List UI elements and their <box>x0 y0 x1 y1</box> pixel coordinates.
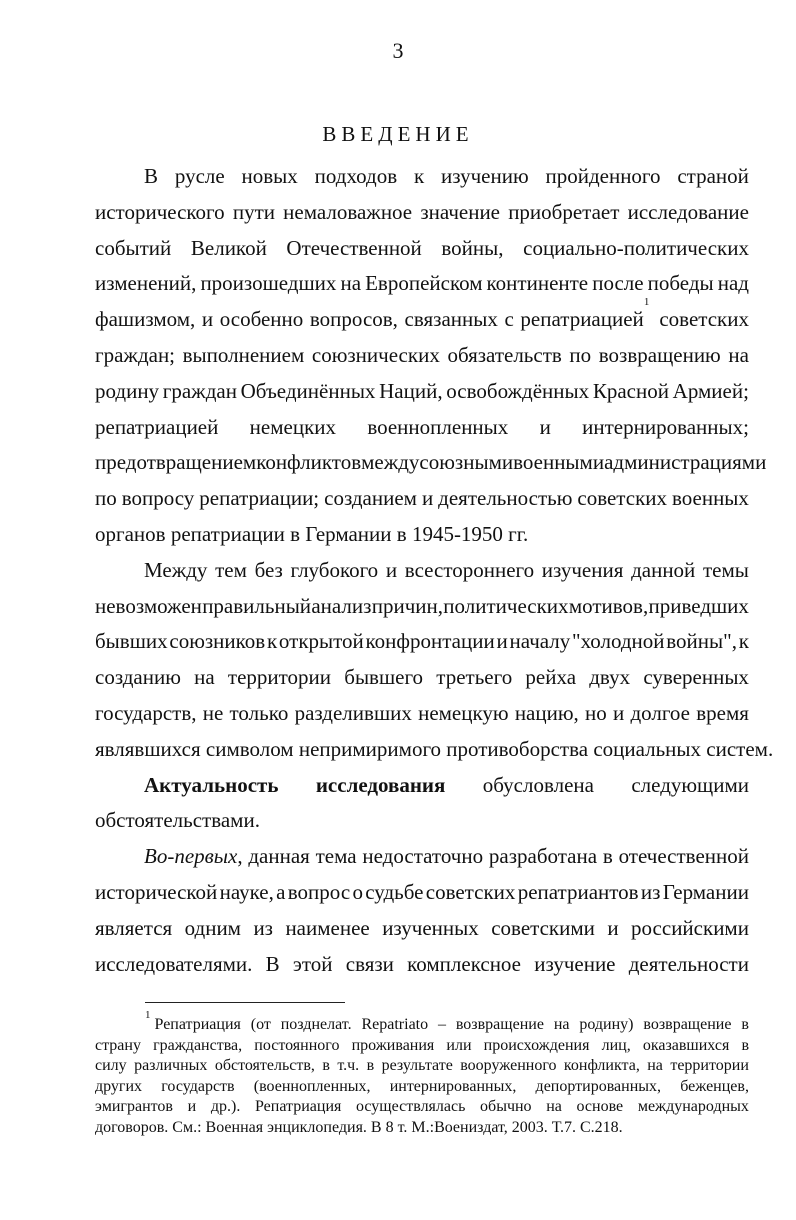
text-word: с <box>504 307 514 332</box>
text-word: изучению <box>441 164 529 188</box>
footnote-number: 1 <box>145 1009 151 1021</box>
text-word: изученных <box>382 915 479 940</box>
text-word: проживания <box>351 1036 435 1054</box>
text-word: к <box>738 629 749 654</box>
text-word: на <box>340 271 362 296</box>
footnote <box>95 1009 749 1138</box>
text-word: немаловажное <box>283 199 413 224</box>
text-word: возвращению <box>598 342 721 367</box>
text-word: др.). <box>210 1098 241 1115</box>
text-word: позднелат. <box>280 1016 352 1033</box>
footnote-line <box>95 1077 749 1098</box>
text-word: но <box>585 700 607 725</box>
text-word: лиц, <box>601 1036 631 1054</box>
body-text <box>95 159 774 982</box>
text-word: из <box>253 915 273 940</box>
text-word: репатриацией <box>520 307 644 332</box>
text-segment: , данная тема недостаточно разработана в отечественной <box>237 844 749 869</box>
text-word: мотивов, <box>568 593 649 618</box>
text-word: репатриации; <box>199 486 320 511</box>
text-word: а <box>276 879 286 904</box>
text-line <box>95 231 749 267</box>
text-line <box>95 589 749 625</box>
text-word: обусловлена <box>482 772 594 797</box>
text-word: без <box>254 557 283 582</box>
text-word: союзными <box>419 450 514 475</box>
text-word: подходов <box>314 164 398 188</box>
text-word: созданию <box>95 665 181 690</box>
text-word: на <box>546 1098 562 1115</box>
text-word: международных <box>637 1098 749 1115</box>
text-word: репатриацией <box>95 414 219 439</box>
text-word: Наций, <box>379 378 443 403</box>
text-word: приобретает <box>508 199 620 224</box>
text-word: глубокого <box>290 557 379 582</box>
text-line <box>95 553 749 589</box>
text-word: созданием <box>324 486 417 511</box>
text-word: время <box>696 700 749 725</box>
bold-term: Актуальность <box>144 772 279 797</box>
footnote-line <box>95 1097 749 1118</box>
text-word: возвращение <box>455 1016 544 1033</box>
text-line <box>95 374 749 410</box>
text-word: граждан; <box>95 342 176 367</box>
text-word: государств, <box>95 700 197 725</box>
text-word: Армией; <box>672 378 749 403</box>
footnote-divider <box>145 1002 345 1003</box>
text-word: пройденного <box>545 164 661 188</box>
text-word: союзнических <box>311 342 440 367</box>
text-line <box>95 660 749 696</box>
footnote-line <box>95 1056 749 1077</box>
text-word: выполнением <box>182 342 305 367</box>
text-word: эмигрантов <box>95 1098 173 1115</box>
text-word: по <box>95 486 117 511</box>
text-word: новых <box>241 164 298 188</box>
text-word: в <box>322 1057 330 1074</box>
text-word: на <box>647 1057 663 1074</box>
text-word: наименее <box>285 915 370 940</box>
text-word: деятельности <box>628 951 749 976</box>
text-word: конфронтации <box>365 629 495 654</box>
text-word: и <box>496 629 508 654</box>
text-word: над <box>717 271 749 296</box>
text-line: являвшихся символом непримиримого противоборства социальных систем. <box>95 736 774 761</box>
text-word: анализ <box>311 593 372 618</box>
text-word: этой <box>292 951 333 976</box>
text-word: следующими <box>631 772 749 797</box>
text-word: из <box>640 879 661 904</box>
text-word: пути <box>232 199 275 224</box>
text-word: освобождённых <box>446 378 590 403</box>
text-word: победы <box>647 271 714 296</box>
text-word: Репатриация <box>254 1098 342 1115</box>
text-word: между <box>361 450 420 475</box>
text-word: в <box>366 1057 375 1074</box>
italic-term: Во-первых <box>144 844 238 869</box>
text-line <box>95 768 749 804</box>
text-word: Европейском <box>365 271 483 296</box>
text-word: военных <box>671 486 749 511</box>
text-word: интернированных; <box>582 414 749 439</box>
text-word: советских <box>577 486 668 511</box>
text-word: других <box>95 1077 143 1095</box>
text-segment: советских <box>659 307 749 332</box>
text-word: открытой <box>278 629 364 654</box>
text-word: судьбе <box>365 879 424 904</box>
text-word: третьего <box>436 665 513 690</box>
text-word: российскими <box>631 915 749 940</box>
text-word: двух <box>589 665 631 690</box>
text-word: войны, <box>441 235 504 260</box>
text-word: депортированных, <box>535 1077 662 1095</box>
text-word: исторического <box>95 199 225 224</box>
text-line: обстоятельствами. <box>95 808 260 833</box>
text-word: союзников <box>169 629 266 654</box>
text-word: страной <box>677 164 749 188</box>
text-word: одним <box>184 915 241 940</box>
text-word: конфликта, <box>563 1057 640 1074</box>
text-word: бывшего <box>344 665 424 690</box>
text-word: на <box>553 1016 570 1033</box>
text-word: в <box>741 1036 749 1054</box>
text-word: фашизмом, <box>95 307 196 332</box>
text-word: родину) <box>579 1016 634 1033</box>
text-word: связи <box>345 951 394 976</box>
footnote-reference[interactable]: 1 <box>643 296 650 309</box>
text-word: В <box>144 164 159 188</box>
text-word: войны", <box>666 629 737 654</box>
text-line: органов репатриации в Германии в 1945-1950 гг. <box>95 521 529 546</box>
text-word: комплексное <box>407 951 522 976</box>
text-word: осуществлялась <box>356 1098 466 1115</box>
text-word: Repatriato <box>361 1016 429 1033</box>
text-word: гражданства, <box>153 1036 243 1054</box>
text-word: о <box>352 879 363 904</box>
text-word: нацию, <box>514 700 579 725</box>
text-word: репатриантов <box>517 879 639 904</box>
text-line <box>95 839 749 875</box>
text-word: Объединённых <box>240 378 376 403</box>
footnote-line <box>95 1009 749 1036</box>
text-word: администрациями <box>604 450 767 475</box>
text-word: разделивших <box>294 700 412 725</box>
text-word: и <box>385 557 398 582</box>
text-line <box>95 624 749 660</box>
text-word: правильный <box>202 593 312 618</box>
text-word: немецких <box>249 414 337 439</box>
text-word: изменений, <box>95 271 197 296</box>
text-segment <box>95 302 644 338</box>
text-word: на <box>194 665 215 690</box>
text-word: и <box>612 700 625 725</box>
text-word: происхождения <box>483 1036 590 1054</box>
text-word: различных <box>134 1057 208 1074</box>
text-line <box>95 195 749 231</box>
page-number: 3 <box>392 38 404 63</box>
text-word: возвращение <box>643 1016 732 1033</box>
text-word: (от <box>250 1016 271 1033</box>
text-word: началу <box>509 629 571 654</box>
text-word: невозможен <box>95 593 202 618</box>
footnote-line: договоров. См.: Военная энциклопедия. В 8 т. М.:Воениздат, 2003. Т.7. С.218. <box>95 1118 623 1136</box>
text-word: темы <box>702 557 749 582</box>
text-word: не <box>202 700 224 725</box>
text-line <box>95 159 749 195</box>
text-word: особенно <box>219 307 304 332</box>
text-word: является <box>95 915 173 940</box>
text-word: связанных <box>404 307 498 332</box>
bold-term: исследования <box>315 772 446 797</box>
text-line <box>95 338 749 374</box>
text-line <box>95 875 749 911</box>
text-word: в <box>741 1016 749 1033</box>
text-word: всестороннего <box>404 557 535 582</box>
text-word: исторической <box>95 879 218 904</box>
text-word: страну <box>95 1036 141 1054</box>
text-word: произошедших <box>200 271 337 296</box>
text-word: Отечественной <box>286 235 422 260</box>
text-word: политических <box>443 593 569 618</box>
text-word: немецкую <box>418 700 509 725</box>
text-word: и <box>539 414 551 439</box>
text-word: государств <box>161 1077 235 1095</box>
text-line <box>95 911 749 947</box>
section-heading: ВВЕДЕНИЕ <box>322 122 474 146</box>
text-word: русле <box>174 164 225 188</box>
text-word: (военнопленных, <box>253 1077 371 1095</box>
text-word: Красной <box>592 378 669 403</box>
text-word: "холодной <box>572 629 665 654</box>
text-word: основе <box>576 1098 624 1115</box>
text-word: обычно <box>480 1098 532 1115</box>
text-word: вопросов, <box>309 307 398 332</box>
text-word: родину <box>95 378 160 403</box>
text-word: интернированных, <box>389 1077 517 1095</box>
text-word: беженцев, <box>680 1077 749 1095</box>
text-word: деятельностью <box>438 486 573 511</box>
text-word: обстоятельств, <box>214 1057 315 1074</box>
text-word: конфликтов <box>256 450 362 475</box>
text-word: военными <box>513 450 605 475</box>
text-word: вооруженного <box>460 1057 557 1074</box>
text-word: на <box>728 342 749 367</box>
text-word: территории <box>227 665 332 690</box>
text-word: военнопленных <box>367 414 509 439</box>
text-word: исследование <box>627 199 749 224</box>
text-word: Великой <box>190 235 267 260</box>
text-word: к <box>266 629 278 654</box>
text-line <box>95 445 767 481</box>
text-line <box>95 296 749 338</box>
text-word: Германии <box>662 879 749 904</box>
text-word: причин, <box>371 593 443 618</box>
text-word: значение <box>420 199 501 224</box>
text-word: и <box>201 307 214 332</box>
text-word: после <box>592 271 644 296</box>
text-word: суверенных <box>643 665 749 690</box>
text-word: изучение <box>534 951 616 976</box>
text-word: и <box>187 1098 197 1115</box>
text-word: или <box>446 1036 472 1054</box>
text-word: обязательств <box>447 342 562 367</box>
text-word: предотвращением <box>95 450 257 475</box>
text-word: граждан <box>162 378 237 403</box>
text-word: тем <box>215 557 247 582</box>
text-word: результате <box>381 1057 453 1074</box>
text-word: Репатриация <box>154 1016 241 1033</box>
text-word: по <box>569 342 592 367</box>
text-word: событий <box>95 235 172 260</box>
text-word: силу <box>95 1057 127 1074</box>
text-word: территории <box>670 1057 749 1074</box>
text-word: к <box>413 164 425 188</box>
text-word: рейха <box>525 665 577 690</box>
text-word: – <box>437 1016 446 1033</box>
text-line <box>95 481 749 517</box>
text-word: долгое <box>630 700 691 725</box>
text-word: социально-политических <box>523 235 749 260</box>
text-word: бывших <box>95 629 168 654</box>
text-word: т.ч. <box>337 1057 360 1074</box>
text-word: изучения <box>541 557 624 582</box>
text-word: и <box>421 486 434 511</box>
text-word: вопросу <box>121 486 195 511</box>
text-line <box>95 410 749 446</box>
text-word: оказавшихся <box>642 1036 730 1054</box>
text-word: данной <box>631 557 696 582</box>
text-word: Между <box>144 557 208 582</box>
text-segment <box>155 1015 750 1036</box>
text-word: постоянного <box>254 1036 340 1054</box>
footnote-line <box>95 1036 749 1057</box>
text-word: только <box>229 700 289 725</box>
text-line <box>95 947 749 983</box>
text-word: В <box>265 951 280 976</box>
text-line <box>95 696 749 732</box>
text-word: советскими <box>491 915 595 940</box>
text-word: вопрос <box>287 879 351 904</box>
text-word: и <box>607 915 619 940</box>
text-word: советских <box>425 879 516 904</box>
text-word: континенте <box>486 271 589 296</box>
text-word: приведших <box>648 593 749 618</box>
text-line <box>95 266 749 302</box>
text-word: исследователями. <box>95 951 253 976</box>
text-word: науке, <box>219 879 274 904</box>
